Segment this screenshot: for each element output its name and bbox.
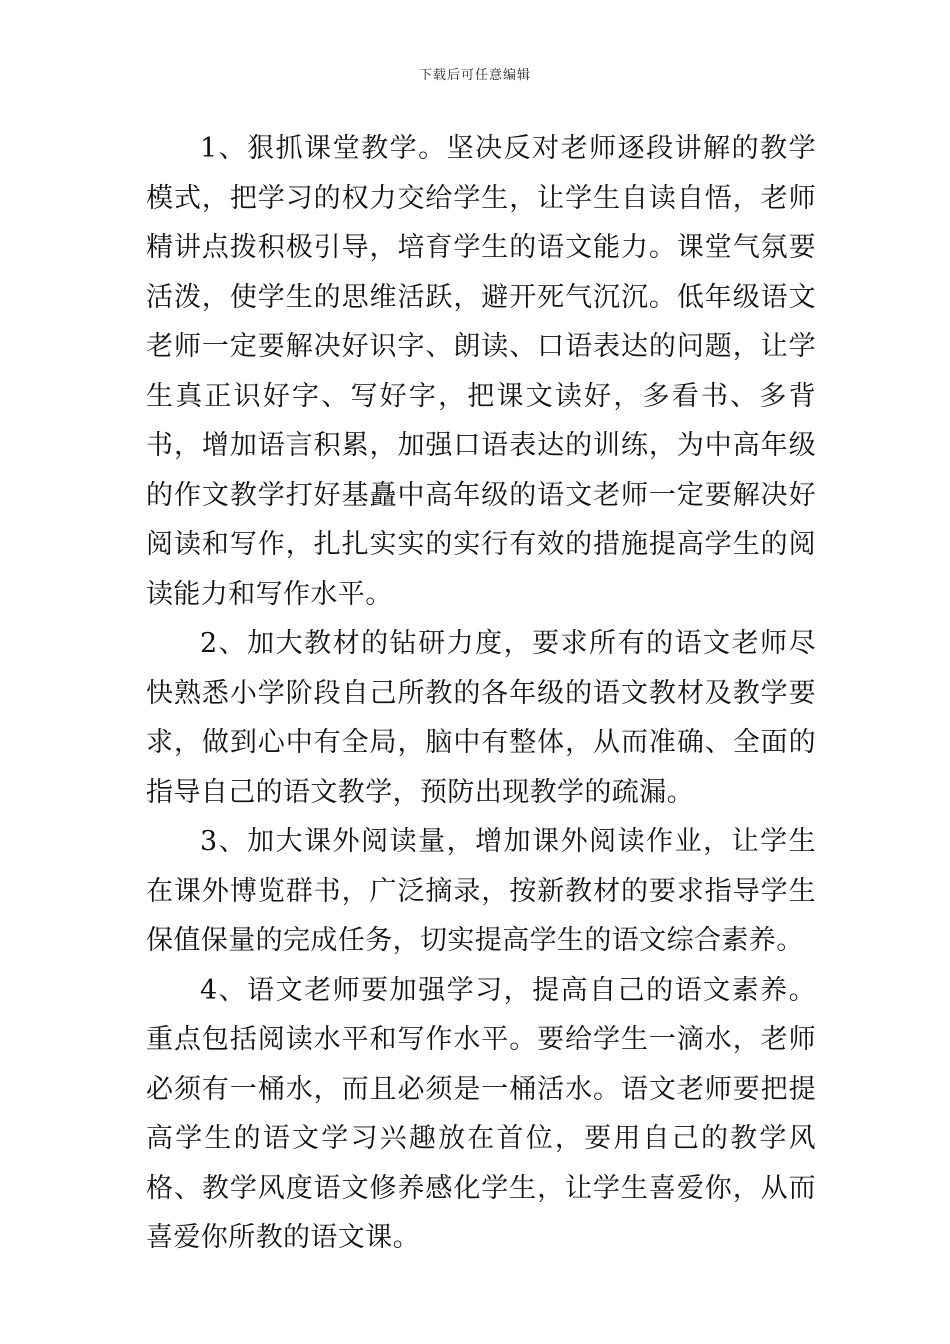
paragraph-4: 4、语文老师要加强学习，提高自己的语文素养。重点包括阅读水平和写作水平。要给学生一滴水，老师必须有一桶水，而且必须是一桶活水。语文老师要把提高学生的语文学习兴趣放在首位，要用自己的教学风格、教学风度语文修养感化学生，让学生喜爱你，从而喜爱你所教的语文课。 <box>146 974 816 1253</box>
document-body <box>146 124 816 1263</box>
paragraph-1: 1、狠抓课堂教学。坚决反对老师逐段讲解的教学模式，把学习的权力交给学生，让学生自读自悟，老师精讲点拨积极引导，培育学生的语文能力。课堂气氛要活泼，使学生的思维活跃，避开死气沉沉。低年级语文老师一定要解决好识字、朗读、口语表达的问题，让学生真正识好字、写好字，把课文读好，多看书、多背书，增加语言积累，加强口语表达的训练，为中高年级的作文教学打好基矗中高年级的语文老师一定要解决好阅读和写作，扎扎实实的实行有效的措施提高学生的阅读能力和写作水平。 <box>146 133 816 610</box>
page-header: 下载后可任意编辑 <box>418 68 531 83</box>
paragraph-2: 2、加大教材的钻研力度，要求所有的语文老师尽快熟悉小学阶段自己所教的各年级的语文教材及教学要求，做到心中有全局，脑中有整体，从而准确、全面的指导自己的语文教学，预防出现教学的疏漏。 <box>146 628 816 808</box>
paragraph-3: 3、加大课外阅读量，增加课外阅读作业，让学生在课外博览群书，广泛摘录，按新教材的要求指导学生保值保量的完成任务，切实提高学生的语文综合素养。 <box>146 826 816 956</box>
